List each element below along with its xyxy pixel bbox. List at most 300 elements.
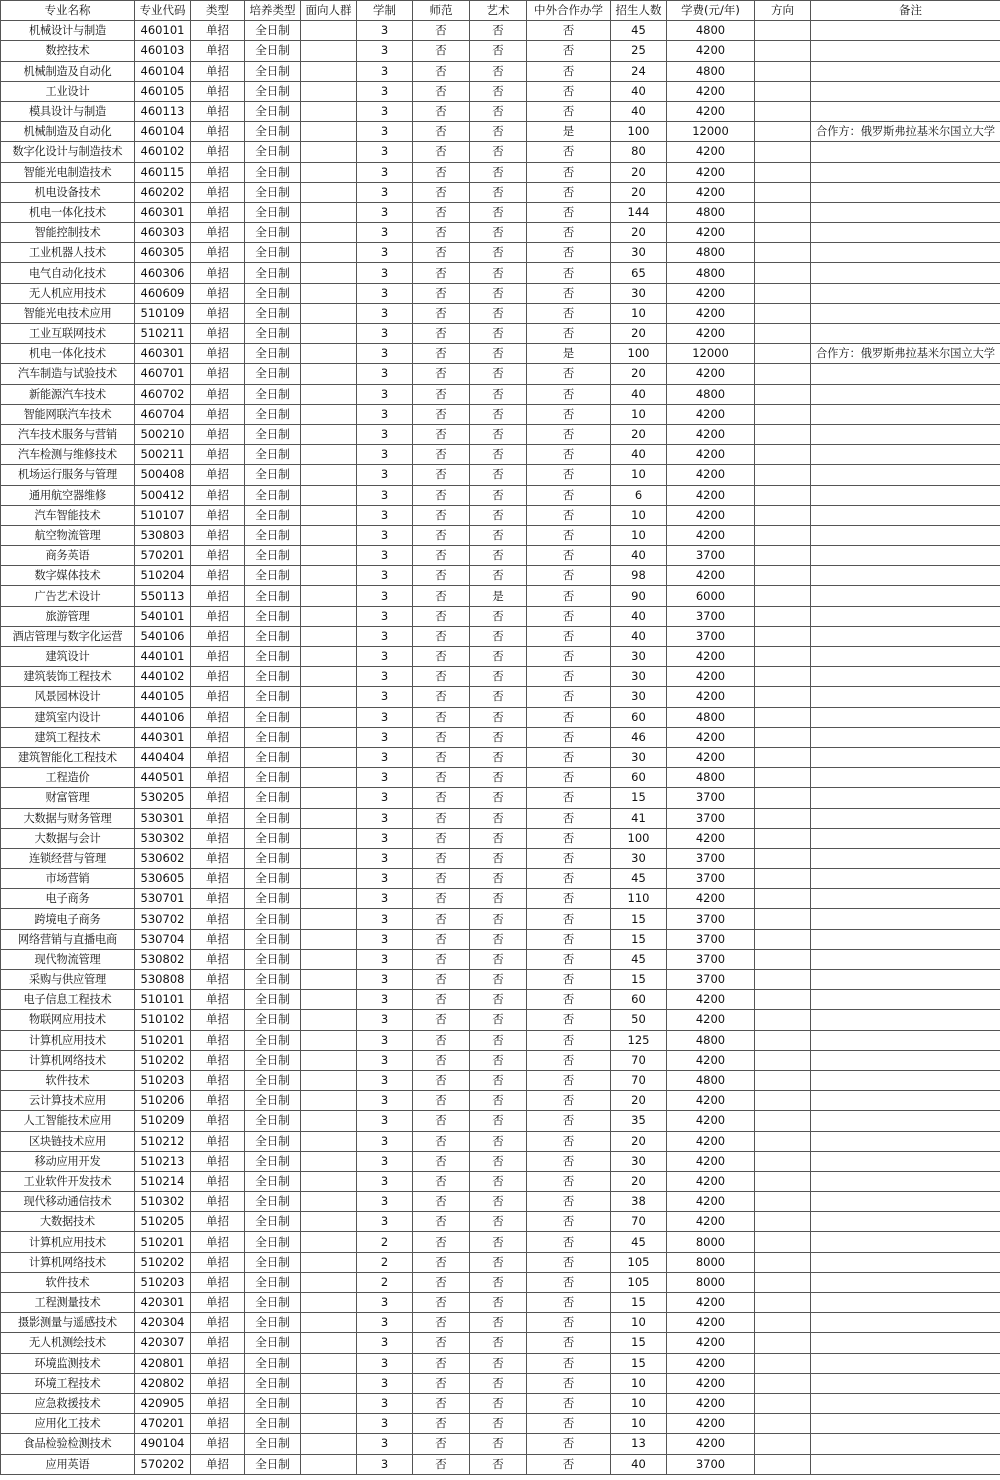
cell-art: 否 [470,1050,527,1070]
cell-tuition: 4800 [667,243,755,263]
cell-tuition: 4200 [667,1050,755,1070]
cell-direction [755,61,811,81]
cell-tuition: 4800 [667,202,755,222]
cell-major-code: 460609 [135,283,191,303]
cell-enrollment: 15 [611,1353,667,1373]
column-header-normal-school: 师范 [413,1,470,21]
cell-target-group [301,243,357,263]
cell-major-code: 460105 [135,81,191,101]
cell-duration: 3 [357,929,413,949]
cell-remarks [811,909,1000,929]
cell-normal-school: 否 [413,667,470,687]
cell-major-code: 440101 [135,647,191,667]
cell-study-mode: 全日制 [245,1010,301,1030]
cell-art: 否 [470,364,527,384]
cell-tuition: 4200 [667,1091,755,1111]
cell-direction [755,889,811,909]
cell-remarks [811,1091,1000,1111]
cell-duration: 3 [357,768,413,788]
cell-sino-foreign: 否 [527,909,611,929]
table-row [1,101,1000,121]
cell-enrollment: 40 [611,384,667,404]
cell-duration: 3 [357,747,413,767]
cell-admission-type: 单招 [191,747,245,767]
cell-remarks [811,949,1000,969]
cell-admission-type: 单招 [191,1373,245,1393]
cell-normal-school: 否 [413,162,470,182]
cell-duration: 3 [357,223,413,243]
cell-art: 否 [470,929,527,949]
cell-direction [755,1434,811,1454]
cell-direction [755,970,811,990]
cell-direction [755,1131,811,1151]
cell-art: 否 [470,949,527,969]
cell-art: 否 [470,1030,527,1050]
cell-sino-foreign: 否 [527,990,611,1010]
cell-art: 否 [470,970,527,990]
cell-major-name: 模具设计与制造 [1,101,135,121]
cell-study-mode: 全日制 [245,263,301,283]
cell-tuition: 4200 [667,1333,755,1353]
cell-major-code: 540106 [135,626,191,646]
cell-target-group [301,606,357,626]
cell-sino-foreign: 否 [527,626,611,646]
cell-tuition: 4200 [667,1434,755,1454]
cell-major-code: 460301 [135,344,191,364]
cell-enrollment: 20 [611,1091,667,1111]
table-row [1,1434,1000,1454]
table-row [1,505,1000,525]
cell-study-mode: 全日制 [245,81,301,101]
cell-direction [755,990,811,1010]
cell-study-mode: 全日制 [245,505,301,525]
cell-remarks [811,21,1000,41]
cell-target-group [301,263,357,283]
cell-target-group [301,1434,357,1454]
cell-tuition: 3700 [667,909,755,929]
cell-tuition: 4200 [667,41,755,61]
cell-major-name: 建筑工程技术 [1,727,135,747]
cell-study-mode: 全日制 [245,21,301,41]
cell-study-mode: 全日制 [245,1333,301,1353]
cell-normal-school: 否 [413,223,470,243]
cell-remarks [811,808,1000,828]
cell-major-code: 460113 [135,101,191,121]
cell-tuition: 4200 [667,162,755,182]
cell-enrollment: 20 [611,162,667,182]
cell-enrollment: 10 [611,1414,667,1434]
cell-tuition: 4200 [667,667,755,687]
cell-study-mode: 全日制 [245,202,301,222]
cell-admission-type: 单招 [191,1131,245,1151]
cell-enrollment: 50 [611,1010,667,1030]
cell-sino-foreign: 否 [527,21,611,41]
cell-enrollment: 20 [611,223,667,243]
cell-admission-type: 单招 [191,485,245,505]
cell-tuition: 3700 [667,788,755,808]
table-row [1,949,1000,969]
cell-admission-type: 单招 [191,707,245,727]
cell-major-code: 530702 [135,909,191,929]
cell-remarks [811,1010,1000,1030]
table-row [1,424,1000,444]
cell-major-name: 机电一体化技术 [1,344,135,364]
cell-admission-type: 单招 [191,606,245,626]
cell-direction [755,485,811,505]
cell-target-group [301,445,357,465]
cell-direction [755,1454,811,1474]
cell-major-name: 智能控制技术 [1,223,135,243]
cell-major-code: 500211 [135,445,191,465]
cell-remarks [811,324,1000,344]
cell-study-mode: 全日制 [245,808,301,828]
cell-sino-foreign: 否 [527,162,611,182]
cell-art: 否 [470,182,527,202]
table-row [1,667,1000,687]
cell-remarks [811,889,1000,909]
cell-remarks: 合作方：俄罗斯弗拉基米尔国立大学 [811,122,1000,142]
cell-target-group [301,1111,357,1131]
cell-enrollment: 13 [611,1434,667,1454]
cell-target-group [301,647,357,667]
cell-major-name: 连锁经营与管理 [1,848,135,868]
cell-major-code: 530704 [135,929,191,949]
cell-remarks [811,1050,1000,1070]
cell-major-name: 建筑设计 [1,647,135,667]
cell-sino-foreign: 否 [527,828,611,848]
cell-admission-type: 单招 [191,1272,245,1292]
cell-enrollment: 70 [611,1212,667,1232]
cell-study-mode: 全日制 [245,1212,301,1232]
cell-major-name: 建筑室内设计 [1,707,135,727]
cell-enrollment: 38 [611,1192,667,1212]
cell-study-mode: 全日制 [245,101,301,121]
cell-tuition: 4200 [667,1293,755,1313]
cell-direction [755,344,811,364]
cell-remarks [811,1252,1000,1272]
cell-target-group [301,324,357,344]
cell-enrollment: 15 [611,970,667,990]
cell-duration: 3 [357,1091,413,1111]
cell-direction [755,747,811,767]
cell-admission-type: 单招 [191,182,245,202]
cell-duration: 3 [357,162,413,182]
cell-normal-school: 否 [413,566,470,586]
cell-study-mode: 全日制 [245,1030,301,1050]
cell-sino-foreign: 否 [527,404,611,424]
cell-study-mode: 全日制 [245,848,301,868]
cell-tuition: 4200 [667,1151,755,1171]
cell-major-name: 网络营销与直播电商 [1,929,135,949]
cell-duration: 3 [357,465,413,485]
cell-art: 否 [470,606,527,626]
cell-direction [755,909,811,929]
cell-major-name: 旅游管理 [1,606,135,626]
cell-remarks [811,1131,1000,1151]
table-row [1,869,1000,889]
cell-study-mode: 全日制 [245,1353,301,1373]
cell-major-name: 机电一体化技术 [1,202,135,222]
cell-direction [755,707,811,727]
cell-remarks [811,929,1000,949]
column-header-major-code: 专业代码 [135,1,191,21]
table-row [1,1050,1000,1070]
cell-sino-foreign: 否 [527,223,611,243]
cell-normal-school: 否 [413,404,470,424]
cell-art: 否 [470,1010,527,1030]
cell-major-name: 计算机网络技术 [1,1050,135,1070]
table-row [1,223,1000,243]
cell-tuition: 12000 [667,344,755,364]
cell-duration: 3 [357,142,413,162]
cell-remarks [811,303,1000,323]
cell-major-name: 数字媒体技术 [1,566,135,586]
cell-sino-foreign: 否 [527,1414,611,1434]
cell-duration: 3 [357,869,413,889]
cell-study-mode: 全日制 [245,1373,301,1393]
cell-direction [755,223,811,243]
cell-tuition: 4200 [667,1131,755,1151]
cell-duration: 3 [357,122,413,142]
cell-target-group [301,525,357,545]
cell-duration: 3 [357,647,413,667]
cell-target-group [301,626,357,646]
cell-target-group [301,384,357,404]
cell-target-group [301,848,357,868]
cell-admission-type: 单招 [191,566,245,586]
cell-study-mode: 全日制 [245,1313,301,1333]
cell-direction [755,929,811,949]
cell-admission-type: 单招 [191,949,245,969]
cell-tuition: 3700 [667,869,755,889]
cell-target-group [301,21,357,41]
cell-tuition: 4800 [667,707,755,727]
cell-admission-type: 单招 [191,667,245,687]
cell-normal-school: 否 [413,1353,470,1373]
cell-art: 否 [470,566,527,586]
cell-art: 否 [470,303,527,323]
cell-direction [755,445,811,465]
cell-enrollment: 40 [611,101,667,121]
cell-duration: 3 [357,404,413,424]
cell-target-group [301,1131,357,1151]
table-row [1,1272,1000,1292]
column-header-study-mode: 培养类型 [245,1,301,21]
cell-normal-school: 否 [413,324,470,344]
cell-duration: 3 [357,606,413,626]
cell-duration: 3 [357,626,413,646]
cell-admission-type: 单招 [191,808,245,828]
cell-major-code: 510202 [135,1050,191,1070]
cell-admission-type: 单招 [191,990,245,1010]
cell-direction [755,546,811,566]
cell-direction [755,1070,811,1090]
cell-remarks [811,182,1000,202]
cell-remarks [811,687,1000,707]
cell-direction [755,1393,811,1413]
cell-art: 否 [470,283,527,303]
column-header-direction: 方向 [755,1,811,21]
cell-major-code: 510203 [135,1070,191,1090]
cell-enrollment: 70 [611,1050,667,1070]
cell-major-code: 460103 [135,41,191,61]
cell-direction [755,303,811,323]
cell-enrollment: 15 [611,788,667,808]
cell-major-name: 电子商务 [1,889,135,909]
cell-study-mode: 全日制 [245,525,301,545]
cell-direction [755,243,811,263]
cell-major-name: 大数据与财务管理 [1,808,135,828]
cell-direction [755,647,811,667]
cell-target-group [301,485,357,505]
cell-direction [755,202,811,222]
cell-normal-school: 否 [413,101,470,121]
cell-tuition: 6000 [667,586,755,606]
cell-art: 否 [470,384,527,404]
cell-direction [755,828,811,848]
cell-admission-type: 单招 [191,1414,245,1434]
cell-normal-school: 否 [413,788,470,808]
table-row [1,929,1000,949]
cell-normal-school: 否 [413,61,470,81]
cell-direction [755,404,811,424]
cell-duration: 3 [357,202,413,222]
cell-sino-foreign: 否 [527,546,611,566]
cell-normal-school: 否 [413,1434,470,1454]
cell-target-group [301,283,357,303]
cell-major-name: 电子信息工程技术 [1,990,135,1010]
cell-remarks [811,1070,1000,1090]
cell-study-mode: 全日制 [245,162,301,182]
cell-admission-type: 单招 [191,1353,245,1373]
cell-duration: 3 [357,101,413,121]
cell-enrollment: 125 [611,1030,667,1050]
cell-normal-school: 否 [413,485,470,505]
cell-direction [755,263,811,283]
cell-target-group [301,81,357,101]
cell-tuition: 4200 [667,142,755,162]
cell-tuition: 4200 [667,828,755,848]
cell-major-name: 应急救援技术 [1,1393,135,1413]
table-row [1,647,1000,667]
cell-study-mode: 全日制 [245,1252,301,1272]
cell-major-code: 510109 [135,303,191,323]
cell-admission-type: 单招 [191,505,245,525]
table-row [1,546,1000,566]
cell-sino-foreign: 否 [527,61,611,81]
cell-enrollment: 15 [611,1333,667,1353]
cell-study-mode: 全日制 [245,647,301,667]
cell-normal-school: 否 [413,1050,470,1070]
cell-admission-type: 单招 [191,162,245,182]
cell-remarks [811,727,1000,747]
cell-enrollment: 35 [611,1111,667,1131]
cell-normal-school: 否 [413,1111,470,1131]
cell-study-mode: 全日制 [245,929,301,949]
cell-art: 否 [470,707,527,727]
cell-major-name: 现代物流管理 [1,949,135,969]
cell-duration: 3 [357,707,413,727]
cell-direction [755,949,811,969]
table-row [1,1454,1000,1474]
cell-major-name: 汽车制造与试验技术 [1,364,135,384]
cell-tuition: 4200 [667,364,755,384]
cell-art: 否 [470,1171,527,1191]
table-row [1,182,1000,202]
cell-sino-foreign: 否 [527,808,611,828]
cell-enrollment: 24 [611,61,667,81]
cell-major-code: 530302 [135,828,191,848]
cell-duration: 2 [357,1272,413,1292]
cell-admission-type: 单招 [191,303,245,323]
cell-major-name: 云计算技术应用 [1,1091,135,1111]
cell-major-code: 440105 [135,687,191,707]
cell-direction [755,1232,811,1252]
cell-art: 否 [470,445,527,465]
cell-tuition: 4200 [667,81,755,101]
cell-duration: 3 [357,566,413,586]
cell-study-mode: 全日制 [245,283,301,303]
cell-sino-foreign: 否 [527,586,611,606]
cell-major-code: 570202 [135,1454,191,1474]
cell-normal-school: 否 [413,848,470,868]
cell-normal-school: 否 [413,122,470,142]
column-header-admission-type: 类型 [191,1,245,21]
cell-duration: 3 [357,61,413,81]
cell-enrollment: 90 [611,586,667,606]
cell-study-mode: 全日制 [245,990,301,1010]
cell-sino-foreign: 否 [527,1313,611,1333]
cell-direction [755,81,811,101]
cell-duration: 3 [357,1414,413,1434]
table-row [1,324,1000,344]
table-row [1,21,1000,41]
table-row [1,61,1000,81]
cell-major-code: 420307 [135,1333,191,1353]
cell-target-group [301,1050,357,1070]
table-row [1,1293,1000,1313]
cell-admission-type: 单招 [191,788,245,808]
cell-enrollment: 30 [611,687,667,707]
cell-enrollment: 98 [611,566,667,586]
cell-target-group [301,828,357,848]
cell-study-mode: 全日制 [245,1232,301,1252]
cell-normal-school: 否 [413,505,470,525]
cell-tuition: 3700 [667,626,755,646]
cell-direction [755,667,811,687]
cell-direction [755,1212,811,1232]
cell-art: 是 [470,586,527,606]
cell-study-mode: 全日制 [245,889,301,909]
cell-duration: 3 [357,687,413,707]
cell-study-mode: 全日制 [245,586,301,606]
column-header-enrollment: 招生人数 [611,1,667,21]
table-row [1,283,1000,303]
cell-major-code: 420301 [135,1293,191,1313]
cell-study-mode: 全日制 [245,707,301,727]
cell-direction [755,1353,811,1373]
cell-duration: 3 [357,21,413,41]
cell-remarks [811,1272,1000,1292]
cell-remarks: 合作方：俄罗斯弗拉基米尔国立大学 [811,344,1000,364]
cell-major-name: 新能源汽车技术 [1,384,135,404]
cell-major-code: 530605 [135,869,191,889]
table-row [1,1393,1000,1413]
cell-remarks [811,546,1000,566]
cell-duration: 3 [357,1293,413,1313]
cell-major-code: 460104 [135,61,191,81]
cell-admission-type: 单招 [191,1454,245,1474]
